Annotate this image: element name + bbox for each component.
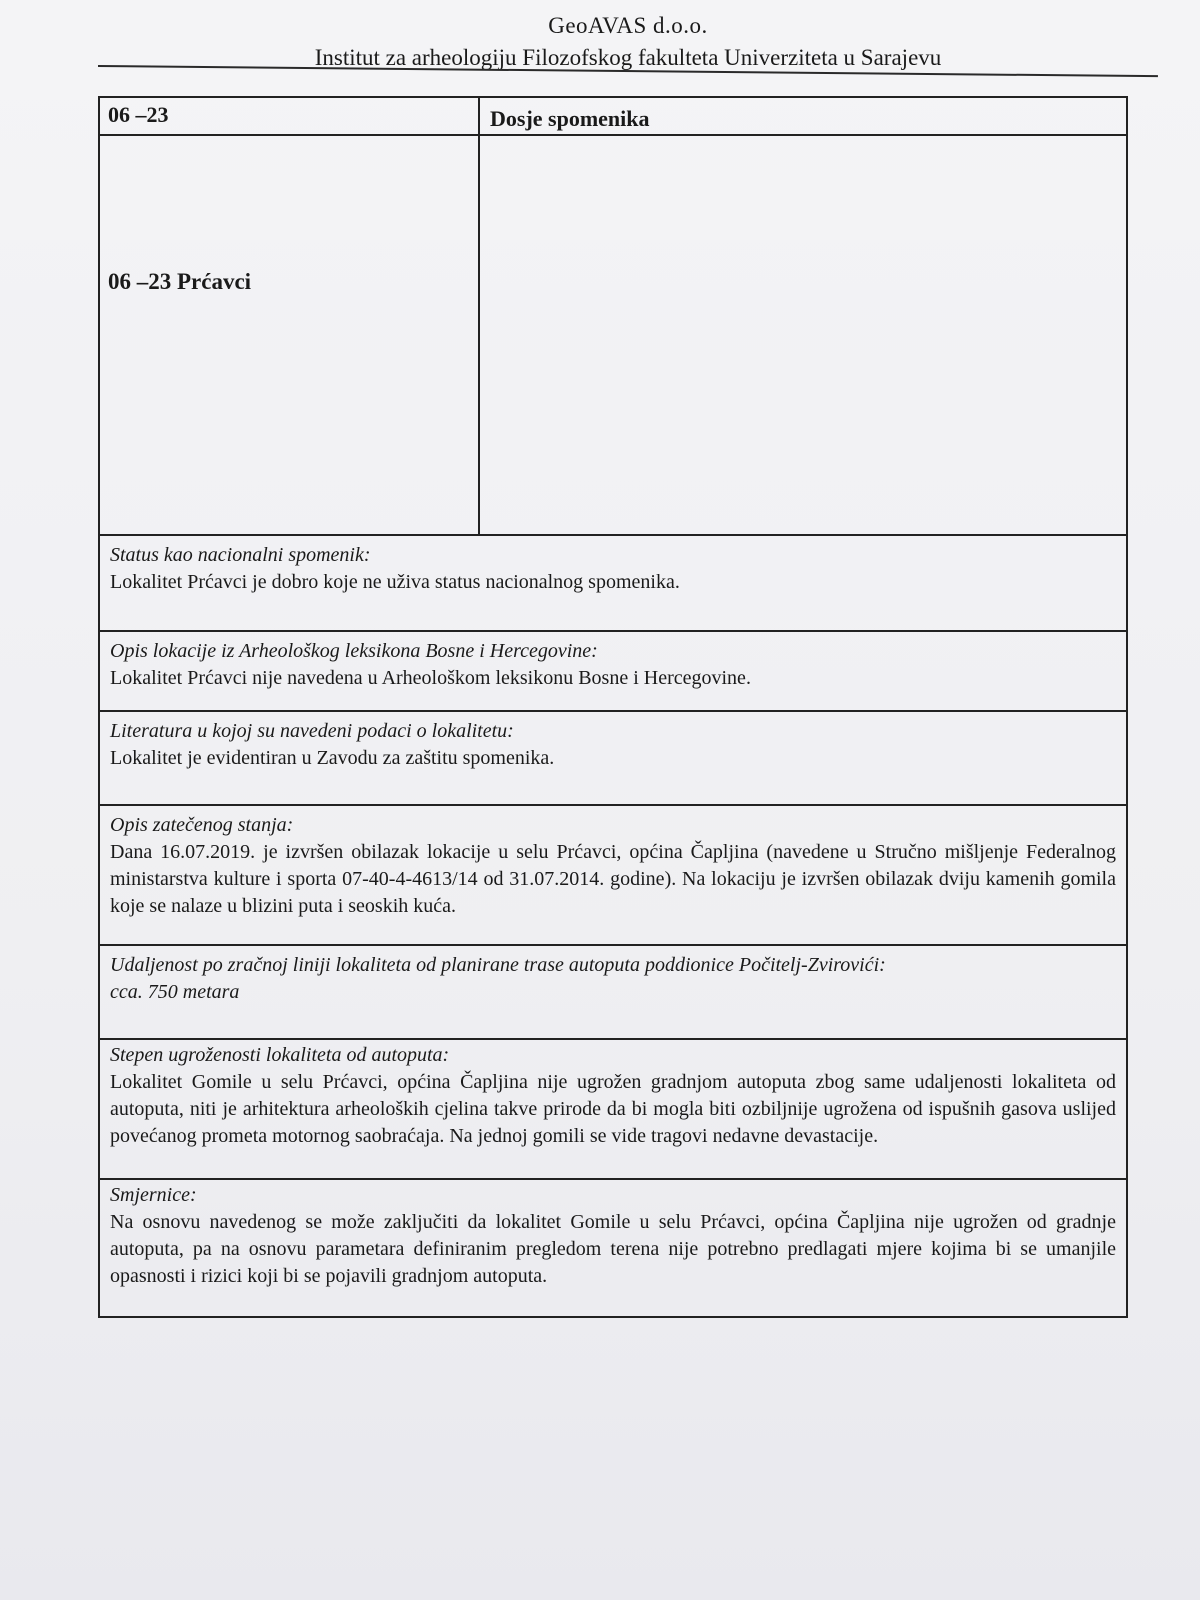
section-text: Lokalitet je evidentiran u Zavodu za zaštitu spomenika. bbox=[110, 747, 555, 769]
section-location-description bbox=[100, 630, 1126, 710]
section-text: Lokalitet Prćavci je dobro koje ne uživa status nacionalnog spomenika. bbox=[110, 571, 680, 593]
section-text: cca. 750 metara bbox=[110, 981, 240, 1003]
section-text: Lokalitet Prćavci nije navedena u Arheološkom leksikonu Bosne i Hercegovine. bbox=[110, 667, 751, 689]
dossier-title: Dosje spomenika bbox=[490, 106, 650, 131]
section-label: Stepen ugroženosti lokaliteta od autoputa: bbox=[110, 1044, 450, 1066]
dossier-code: 06 –23 bbox=[100, 98, 480, 134]
section-literature bbox=[100, 710, 1126, 804]
section-label: Literatura u kojoj su navedeni podaci o lokalitetu: bbox=[110, 720, 514, 742]
section-guidelines bbox=[100, 1178, 1126, 1316]
section-label: Udaljenost po zračnoj liniji lokaliteta od planirane trase autoputa poddionice Počitelj-Zvirovići: bbox=[110, 954, 886, 976]
section-label: Opis zatečenog stanja: bbox=[110, 814, 294, 836]
document-header bbox=[98, 10, 1158, 74]
site-name-row bbox=[100, 134, 1126, 534]
section-status bbox=[100, 534, 1126, 630]
company-name: GeoAVAS d.o.o. bbox=[548, 13, 708, 38]
empty-photo-cell bbox=[480, 136, 1126, 534]
section-label: Smjernice: bbox=[110, 1184, 197, 1206]
monument-dossier-table bbox=[98, 96, 1128, 1318]
section-text: Na osnovu navedenog se može zaključiti da lokalitet Gomile u selu Prćavci, općina Čapljina nije ugrožen od gradnje autoputa, pa na osnovu parametara definiranim pregledom terena nije potrebno predlagati mjere kojima bi se umanjile opasnosti i rizici koji bi se pojavili gradnjom autoputa. bbox=[110, 1211, 1116, 1287]
site-name: 06 –23 Prćavci bbox=[100, 136, 480, 534]
table-header-row bbox=[100, 98, 1126, 134]
section-label: Status kao nacionalni spomenik: bbox=[110, 544, 371, 566]
section-text: Lokalitet Gomile u selu Prćavci, općina Čapljina nije ugrožen gradnjom autoputa zbog same udaljenosti lokaliteta od autoputa, niti je arhitektura arheoloških cjelina takve prirode da bi mogla biti ozbiljnije ugrožena od ispušnih gasova uslijed povećanog prometa motornog saobraćaja. Na jednoj gomili se vide tragovi nedavne devastacije. bbox=[110, 1071, 1116, 1147]
section-distance bbox=[100, 944, 1126, 1038]
institute-name: Institut za arheologiju Filozofskog fakulteta Univerziteta u Sarajevu bbox=[314, 45, 942, 70]
section-threat-level bbox=[100, 1038, 1126, 1178]
section-current-state bbox=[100, 804, 1126, 944]
section-label: Opis lokacije iz Arheološkog leksikona Bosne i Hercegovine: bbox=[110, 640, 598, 662]
section-text: Dana 16.07.2019. je izvršen obilazak lokacije u selu Prćavci, općina Čapljina (navedene u Stručno mišljenje Federalnog ministarstva kulture i sporta 07-40-4-4613/14 od 31.07.2014. godine). Na lokaciju je izvršen obilazak dviju kamenih gomila koje se nalaze u blizini puta i seoskih kuća. bbox=[110, 841, 1116, 917]
